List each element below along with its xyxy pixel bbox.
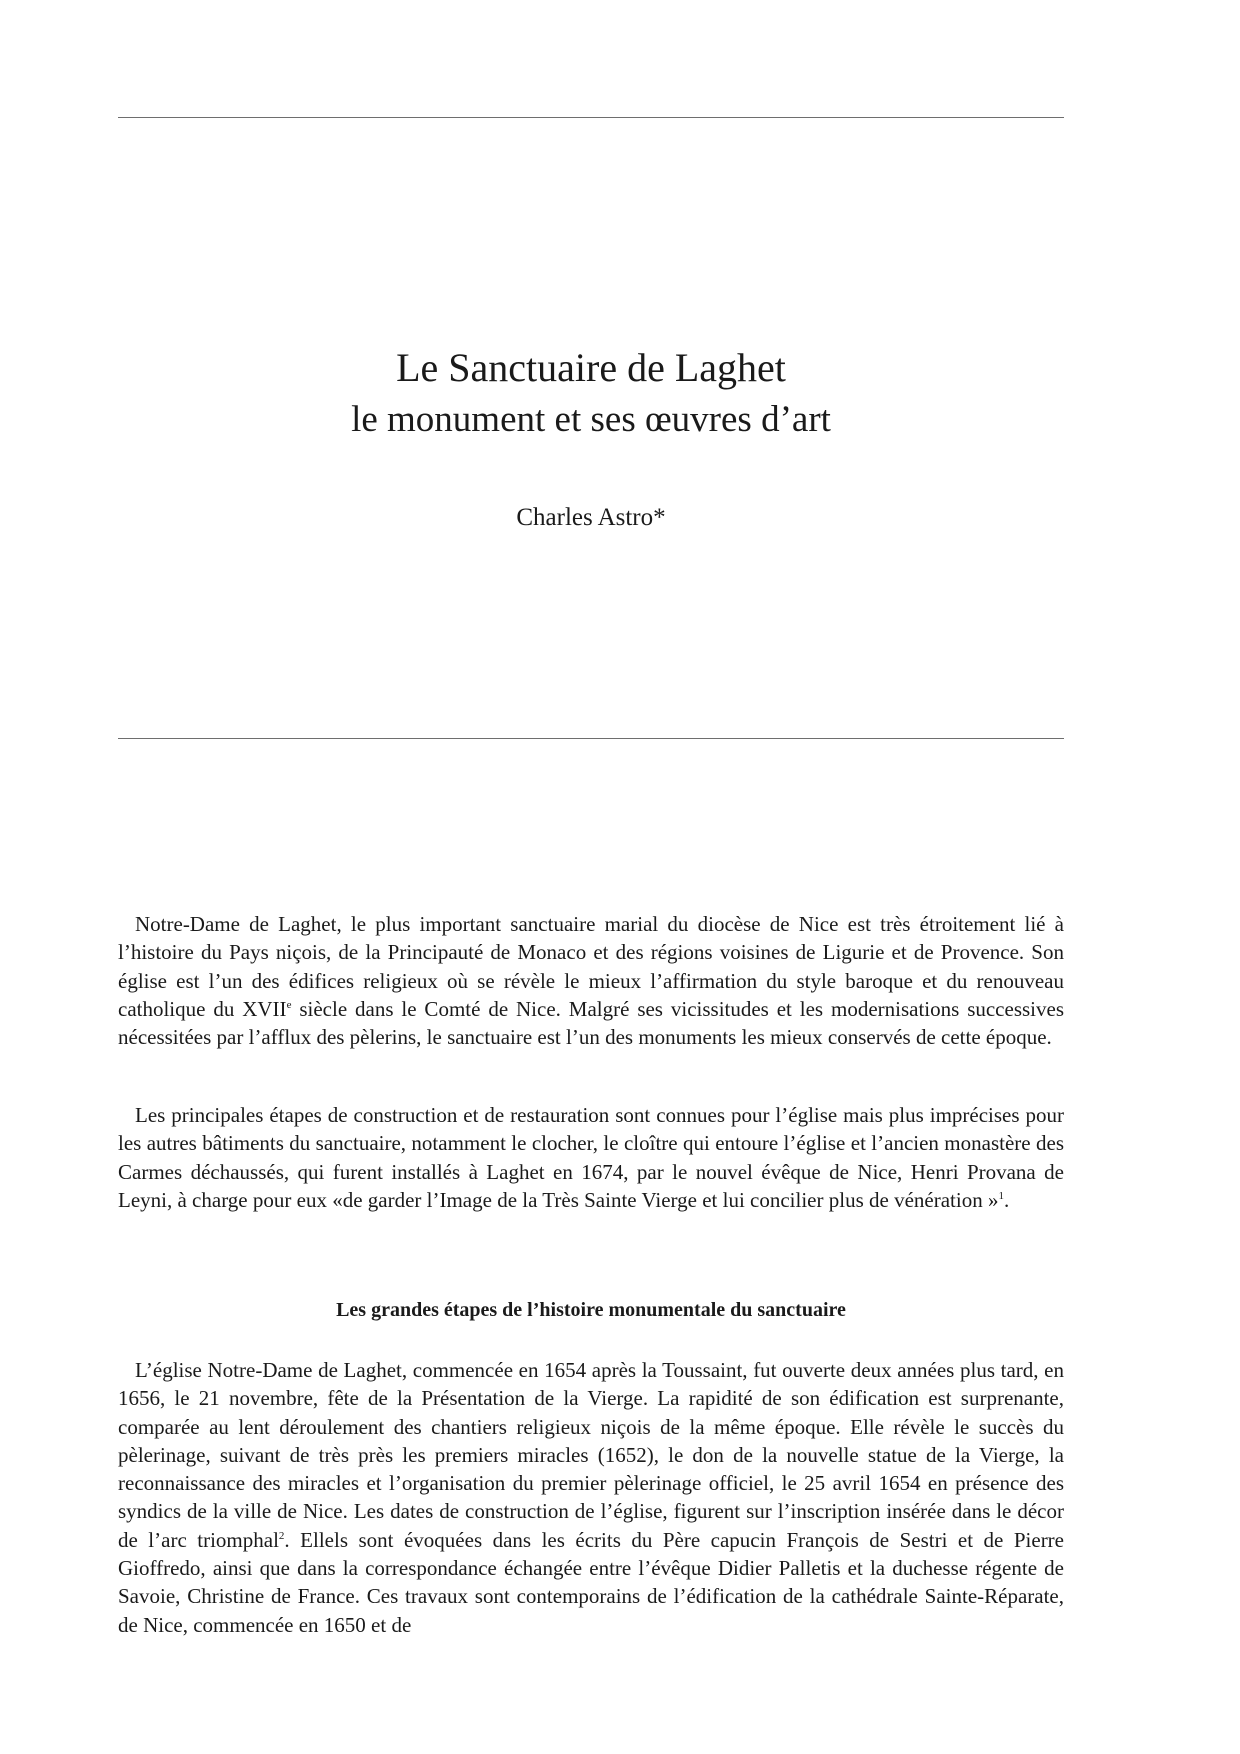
bottom-divider (118, 738, 1064, 739)
paragraph-text: siècle dans le Comté de Nice. Malgré ses vicissitudes et les modernisations successives nécessitées par l’afflux des pèlerins, le sanctuaire est l’un des monuments les mieux conservés de cette époque. (118, 996, 1064, 1050)
century-superscript: e (286, 998, 292, 1011)
author-name: Charles Astro* (516, 504, 666, 531)
paragraph-text: Les principales étapes de construction et de restauration sont connues pour l’église mais plus imprécises pour les autres bâtiments du sanctuaire, notamment le clocher, le cloître qui entoure l’église et l’ancien monastère des Carmes déchaussés, qui furent installés à Laghet en 1674, par le nouvel évêque de Nice, Henri Provana de Leyni, à charge pour eux «de garder l’Image de la Très Sainte Vierge et lui concilier plus de vénération » (118, 1103, 1064, 1212)
paragraph-text: . Ellels sont évoquées dans les écrits du Père capucin François de Sestri et de Pierre Gioffredo, ainsi que dans la correspondance échangée entre l’évêque Didier Palletis et la duchesse régente de Savoie, Christine de France. Ces travaux sont contemporains de l’édification de la cathédrale Sainte-Réparate, de Nice, commencée en 1650 et de (118, 1527, 1065, 1637)
paragraph-intro (118, 910, 1064, 1051)
top-divider (118, 117, 1064, 118)
section-heading: Les grandes étapes de l’histoire monumentale du sanctuaire (336, 1299, 846, 1321)
paragraph-construction (118, 1101, 1064, 1214)
footnote-ref-1: 1 (998, 1189, 1004, 1202)
footnote-ref-2: 2 (278, 1529, 285, 1542)
article-subtitle: le monument et ses œuvres d’art (351, 399, 831, 440)
paragraph-text: . (1003, 1187, 1010, 1212)
paragraph-text: L’église Notre-Dame de Laghet, commencée en 1654 après la Toussaint, fut ouverte deux années plus tard, en 1656, le 21 novembre, fête de la Présentation de la Vierge. La rapidité de son édification est surprenante, comparée au lent déroulement des chantiers religieux niçois de la même époque. Elle révèle le succès du pèlerinage, suivant de très près les premiers miracles (1652), le don de la nouvelle statue de la Vierge, la reconnaissance des miracles et l’organisation du premier pèlerinage officiel, le 25 avril 1654 en présence des syndics de la ville de Nice. Les dates de construction de l’église, figurent sur l’inscription insérée dans le décor de l’arc triomphal (118, 1358, 1064, 1552)
article-title: Le Sanctuaire de Laghet (396, 345, 786, 390)
paragraph-text: Notre-Dame de Laghet, le plus important sanctuaire marial du diocèse de Nice est très étroitement lié à l’histoire du Pays niçois, de la Principauté de Monaco et des régions voisines de Ligurie et de Provence. Son église est l’un des édifices religieux où se révèle le mieux l’affirmation du style baroque et du renouveau catholique du XVII (118, 912, 1064, 1021)
paragraph-history (118, 1356, 1064, 1639)
